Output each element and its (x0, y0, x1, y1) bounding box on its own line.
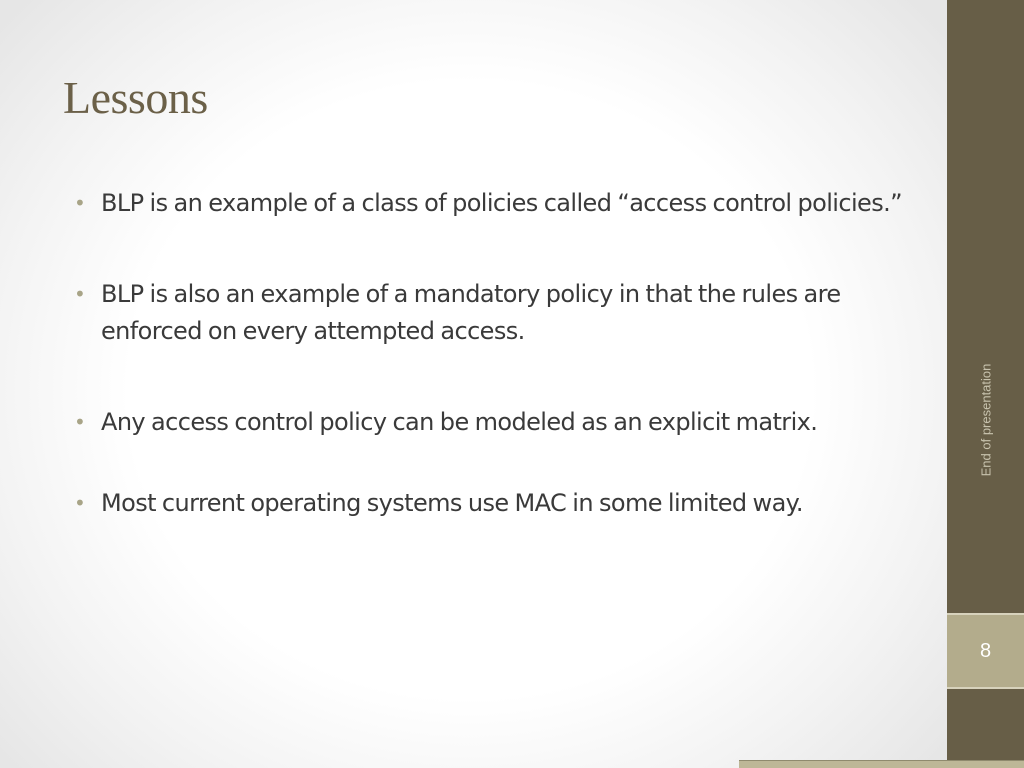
footer-text: End of presentation (978, 363, 994, 477)
bullet-item (74, 276, 904, 350)
bullet-text: Any access control policy can be modeled as an explicit matrix. (101, 408, 818, 436)
bullet-item (74, 485, 904, 522)
bullet-icon: • (74, 491, 86, 515)
bullet-icon: • (74, 410, 86, 434)
page-number: 8 (979, 639, 992, 662)
page-number-box (947, 613, 1024, 689)
bullet-icon: • (74, 282, 86, 306)
bottom-accent-strip (739, 760, 1024, 768)
bullet-item (74, 404, 904, 441)
bullet-text: BLP is also an example of a mandatory policy in that the rules are enforced on every attempted access. (101, 280, 841, 345)
slide-title: Lessons (63, 72, 208, 123)
bullet-list (74, 185, 904, 522)
bullet-text: BLP is an example of a class of policies called “access control policies.” (101, 189, 902, 217)
bullet-icon: • (74, 191, 86, 215)
bullet-item (74, 185, 904, 222)
bullet-text: Most current operating systems use MAC in some limited way. (101, 489, 803, 517)
